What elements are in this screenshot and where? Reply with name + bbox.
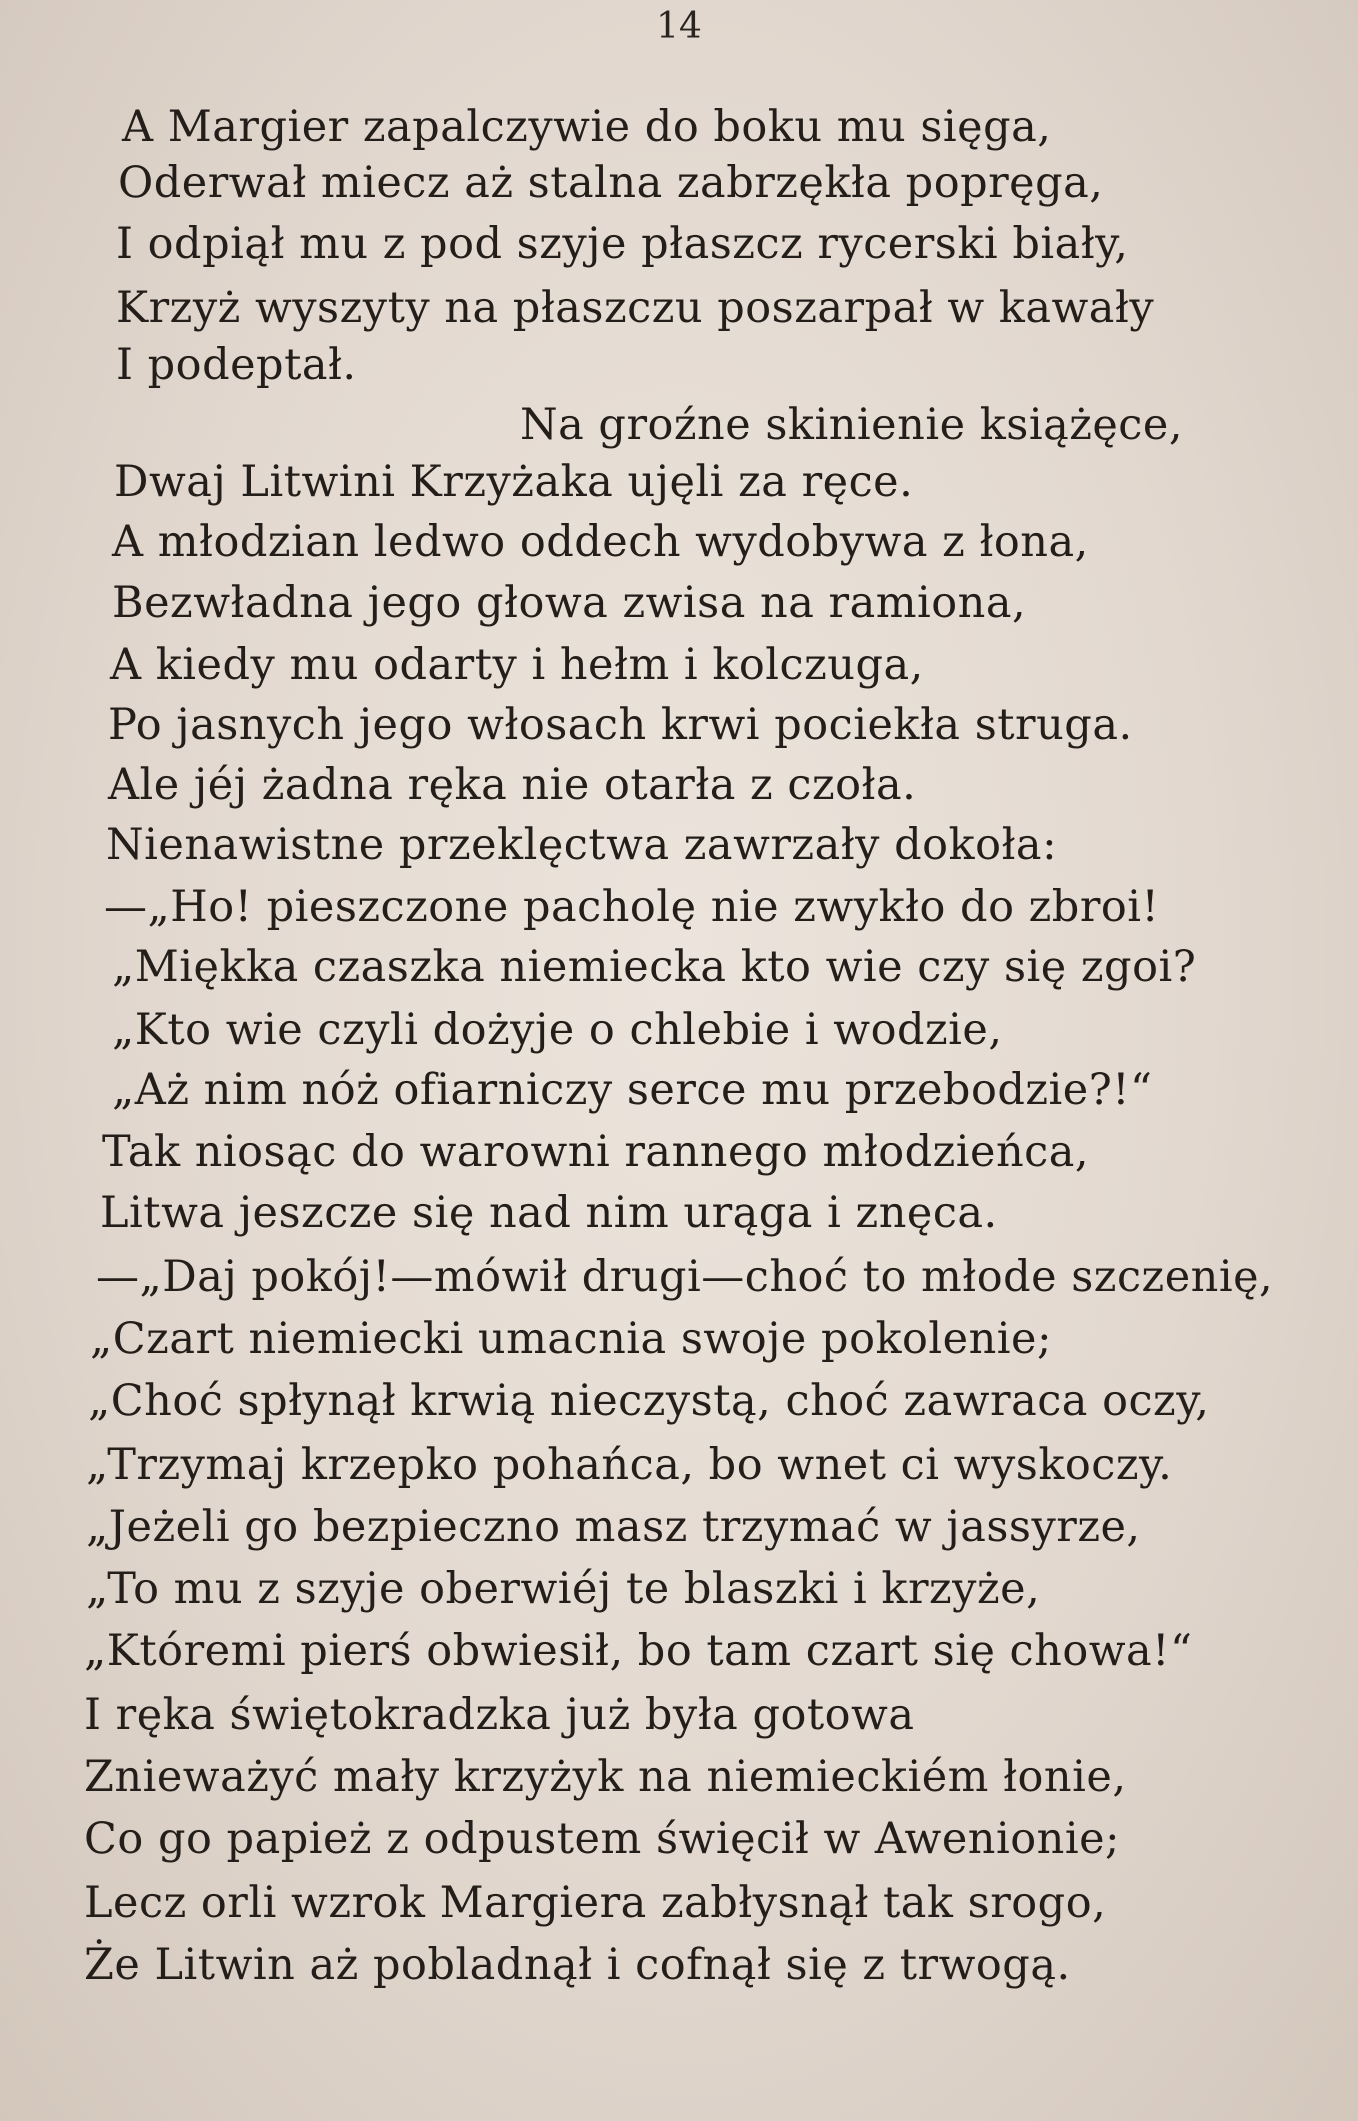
poem-line-26: „Któremi pierś obwiesił, bo tam czart się chowa!“	[84, 1626, 1193, 1676]
poem-line-11: Po jasnych jego włosach krwi pociekła struga.	[108, 700, 1133, 750]
poem-line-15: „Miękka czaszka niemiecka kto wie czy się zgoi?	[112, 942, 1197, 992]
poem-line-16: „Kto wie czyli dożyje o chlebie i wodzie,	[112, 1005, 1003, 1055]
poem-line-2: Oderwał miecz aż stalna zabrzękła popręga,	[118, 158, 1104, 208]
poem-line-13: Nienawistne przeklęctwa zawrzały dokoła:	[106, 820, 1058, 870]
poem-line-12: Ale jéj żadna ręka nie otarła z czoła.	[108, 760, 917, 810]
poem-line-21: „Czart niemiecki umacnia swoje pokolenie;	[90, 1314, 1052, 1364]
poem-line-19: Litwa jeszcze się nad nim urąga i znęca.	[100, 1188, 998, 1238]
poem-line-14: —„Ho! pieszczone pacholę nie zwykło do zbroi!	[104, 882, 1160, 932]
poem-line-5: I podeptał.	[116, 340, 357, 390]
poem-line-27: I ręka świętokradzka już była gotowa	[84, 1690, 915, 1740]
poem-line-25: „To mu z szyje oberwiéj te blaszki i krzyże,	[86, 1564, 1041, 1614]
poem-line-8: A młodzian ledwo oddech wydobywa z łona,	[112, 517, 1089, 567]
page-number: 14	[656, 6, 702, 47]
poem-line-7: Dwaj Litwini Krzyżaka ujęli za ręce.	[114, 457, 914, 507]
poem-line-17: „Aż nim nóż ofiarniczy serce mu przebodzie?!“	[112, 1065, 1153, 1115]
poem-line-23: „Trzymaj krzepko pohańca, bo wnet ci wyskoczy.	[86, 1440, 1173, 1490]
poem-line-31: Że Litwin aż pobladnął i cofnął się z trwogą.	[84, 1940, 1071, 1990]
poem-line-3: I odpiął mu z pod szyje płaszcz rycerski biały,	[116, 219, 1129, 269]
poem-line-20: —„Daj pokój!—mówił drugi—choć to młode szczenię,	[96, 1252, 1274, 1302]
poem-line-9: Bezwładna jego głowa zwisa na ramiona,	[112, 578, 1027, 628]
poem-line-30: Lecz orli wzrok Margiera zabłysnął tak srogo,	[84, 1878, 1107, 1928]
poem-line-18: Tak niosąc do warowni rannego młodzieńca,	[102, 1127, 1090, 1177]
poem-line-24: „Jeżeli go bezpieczno masz trzymać w jassyrze,	[86, 1502, 1141, 1552]
poem-line-28: Znieważyć mały krzyżyk na niemieckiém łonie,	[84, 1752, 1127, 1802]
poem-text	[0, 100, 1358, 2090]
poem-line-4: Krzyż wyszyty na płaszczu poszarpał w kawały	[116, 283, 1155, 333]
poem-line-6: Na groźne skinienie książęce,	[520, 400, 1184, 450]
poem-line-29: Co go papież z odpustem święcił w Awenionie;	[84, 1814, 1121, 1864]
poem-line-22: „Choć spłynął krwią nieczystą, choć zawraca oczy,	[88, 1376, 1210, 1426]
poem-line-1: A Margier zapalczywie do boku mu sięga,	[122, 102, 1052, 152]
poem-line-10: A kiedy mu odarty i hełm i kolczuga,	[110, 640, 924, 690]
